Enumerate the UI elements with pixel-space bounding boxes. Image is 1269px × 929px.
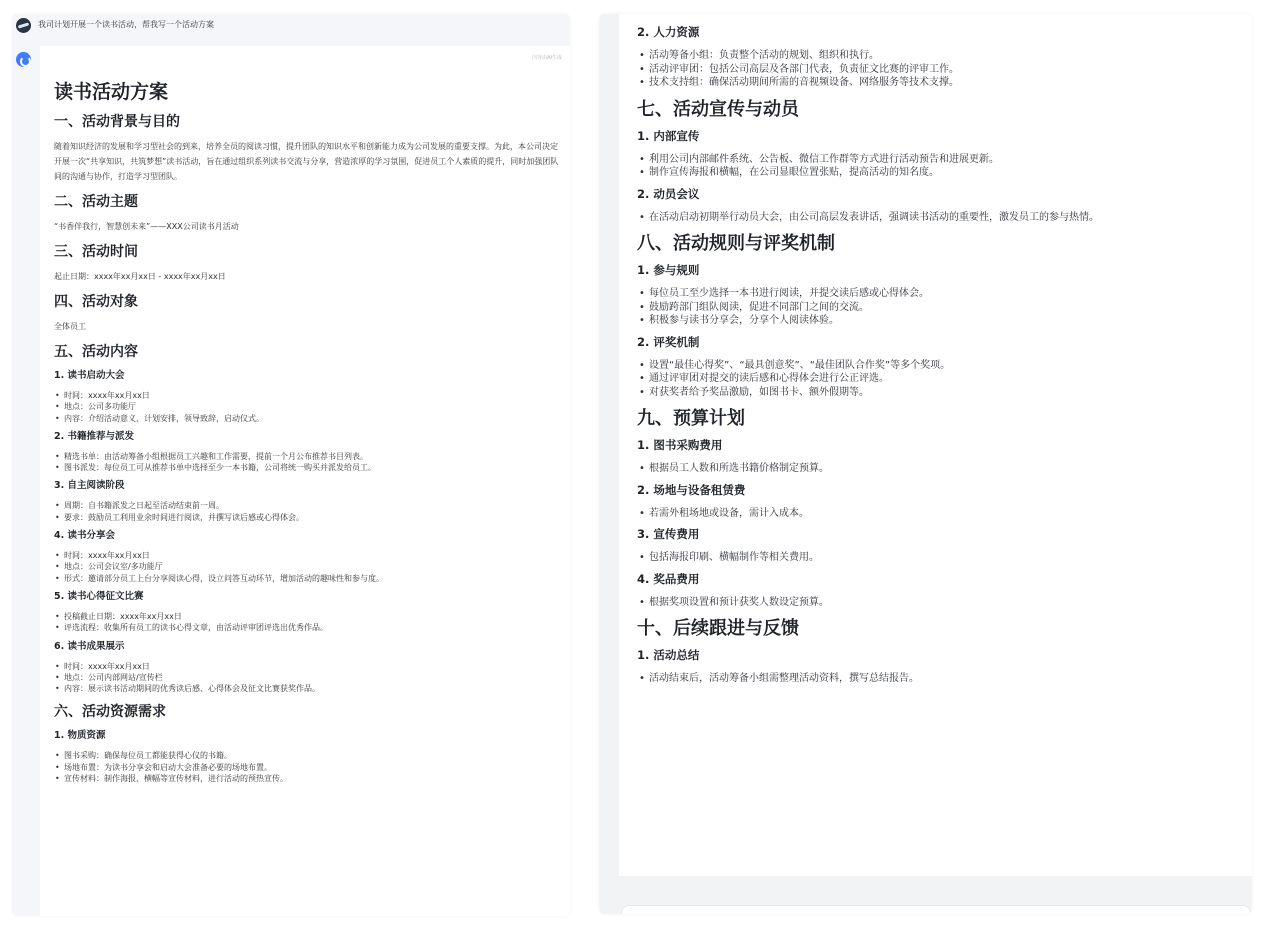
bullet-list [637, 551, 1247, 565]
subsection-heading: 1. 图书采购费用 [637, 438, 723, 452]
subsection-heading: 2. 评奖机制 [637, 334, 700, 349]
list-item: • 对获奖者给予奖品激励，如图书卡、额外假期等。 [637, 386, 1247, 400]
answer-content-right [637, 24, 1247, 692]
section-text: 起止日期：xxxx年xx月xx日 - xxxx年xx月xx日 [54, 272, 226, 281]
assistant-answer-card [40, 46, 570, 916]
list-item: • 地点：公司多功能厅 [54, 401, 564, 412]
subsection-heading: 2. 书籍推荐与派发 [54, 430, 135, 442]
list-item: • 宣传材料：制作海报、横幅等宣传材料，进行活动的预热宣传。 [54, 773, 564, 784]
right-chat-panel [599, 14, 1252, 914]
section-heading: 七、活动宣传与动员 [637, 98, 799, 120]
answer-content-left [54, 76, 564, 790]
bullet-list [54, 750, 564, 784]
bullet-list [637, 49, 1247, 90]
list-item: • 活动结束后，活动筹备小组需整理活动资料，撰写总结报告。 [637, 672, 1247, 686]
list-item: • 活动筹备小组：负责整个活动的规划、组织和执行。 [637, 49, 1247, 63]
bullet-list [54, 500, 564, 523]
list-item: • 精选书单：由活动筹备小组根据员工兴趣和工作需要，提前一个月公布推荐书目列表。 [54, 451, 564, 462]
list-item: • 根据员工人数和所选书籍价格制定预算。 [637, 462, 1247, 476]
list-item: • 周期：自书籍派发之日起至活动结束前一周。 [54, 500, 564, 511]
bullet-list [637, 359, 1247, 400]
bullet-list [637, 672, 1247, 686]
list-item: • 技术支持组：确保活动期间所需的音视频设备、网络服务等技术支撑。 [637, 76, 1247, 90]
section-text: 全体员工 [54, 322, 86, 331]
doc-title: 读书活动方案 [54, 81, 169, 103]
subsection-heading: 1. 内部宣传 [637, 128, 700, 143]
list-item: • 投稿截止日期：xxxx年xx月xx日 [54, 611, 564, 622]
section-heading: 一、活动背景与目的 [54, 114, 180, 130]
subsection-heading: 1. 参与规则 [637, 263, 700, 277]
list-item: • 每位员工至少选择一本书进行阅读，并提交读后感或心得体会。 [637, 287, 1247, 301]
subsection-heading: 1. 读书启动大会 [54, 370, 125, 381]
bullet-list [54, 661, 564, 695]
list-item: • 形式：邀请部分员工上台分享阅读心得，设立问答互动环节，增加活动的趣味性和参与度。 [54, 573, 564, 584]
bullet-list [637, 507, 1247, 521]
list-item: • 根据奖项设置和预计获奖人数设定预算。 [637, 596, 1247, 610]
list-item: • 利用公司内部邮件系统、公告板、微信工作群等方式进行活动预告和进展更新。 [637, 153, 1247, 167]
list-item: • 图书派发：每位员工可从推荐书单中选择至少一本书籍，公司将统一购买并派发给员工。 [54, 462, 564, 473]
list-item: • 地点：公司内部网站/宣传栏 [54, 672, 564, 683]
list-item: • 评选流程：收集所有员工的读书心得文章，由活动评审团评选出优秀作品。 [54, 622, 564, 633]
bullet-list [54, 550, 564, 584]
subsection-heading: 3. 宣传费用 [637, 527, 700, 541]
list-item: • 图书采购：确保每位员工都能获得心仪的书籍。 [54, 750, 564, 761]
chat-input-box[interactable] [621, 905, 1251, 914]
subsection-heading: 4. 读书分享会 [54, 530, 116, 542]
bullet-list [637, 462, 1247, 476]
subsection-heading: 2. 人力资源 [637, 25, 700, 39]
list-item: • 设置“最佳心得奖”、“最具创意奖”、“最佳团队合作奖”等多个奖项。 [637, 359, 1247, 373]
list-item: • 通过评审团对提交的读后感和心得体会进行公正评选。 [637, 372, 1247, 386]
subsection-heading: 1. 活动总结 [637, 648, 700, 662]
bullet-list [637, 211, 1247, 225]
list-item: • 若需外租场地或设备，需计入成本。 [637, 507, 1247, 521]
section-heading: 九、预算计划 [637, 408, 745, 429]
list-item: • 时间：xxxx年xx月xx日 [54, 661, 564, 672]
assistant-answer-card [619, 14, 1252, 876]
list-item: • 鼓励跨部门组队阅读，促进不同部门之间的交流。 [637, 301, 1247, 315]
bullet-list [54, 390, 564, 424]
ai-generated-note: 内容由AI生成 [532, 55, 562, 61]
list-item: • 包括海报印刷、横幅制作等相关费用。 [637, 551, 1247, 565]
user-avatar [16, 18, 31, 33]
bullet-list [637, 596, 1247, 610]
section-heading: 二、活动主题 [54, 194, 138, 210]
list-item: • 要求：鼓励员工利用业余时间进行阅读，并撰写读后感或心得体会。 [54, 512, 564, 523]
subsection-heading: 3. 自主阅读阶段 [54, 480, 125, 492]
list-item: • 场地布置：为读书分享会和启动大会准备必要的场地布置。 [54, 762, 564, 773]
list-item: • 在活动启动初期举行动员大会，由公司高层发表讲话，强调读书活动的重要性，激发员工的参与热情。 [637, 211, 1247, 225]
assistant-avatar [16, 52, 31, 67]
list-item: • 地点：公司会议室/多功能厅 [54, 561, 564, 572]
section-heading: 五、活动内容 [54, 344, 138, 360]
bullet-list [54, 611, 564, 634]
subsection-heading: 5. 读书心得征文比赛 [54, 590, 144, 602]
list-item: • 时间：xxxx年xx月xx日 [54, 550, 564, 561]
list-item: • 内容：介绍活动意义、计划安排，领导致辞，启动仪式。 [54, 413, 564, 424]
list-item: • 积极参与读书分享会，分享个人阅读体验。 [637, 314, 1247, 328]
bullet-list [637, 153, 1247, 180]
section-heading: 八、活动规则与评奖机制 [637, 233, 835, 254]
user-question: 我司计划开展一个读书活动，帮我写一个活动方案 [38, 20, 214, 29]
subsection-heading: 2. 动员会议 [637, 186, 700, 201]
subsection-heading: 6. 读书成果展示 [54, 640, 125, 652]
left-chat-panel [12, 14, 570, 916]
list-item: • 制作宣传海报和横幅，在公司显眼位置张贴，提高活动的知名度。 [637, 166, 1247, 180]
bullet-list [54, 451, 564, 474]
section-text: “书香伴我行，智慧创未来”——XXX公司读书月活动 [54, 222, 239, 231]
subsection-heading: 4. 奖品费用 [637, 571, 700, 586]
list-item: • 内容：展示读书活动期间的优秀读后感、心得体会及征文比赛获奖作品。 [54, 683, 564, 694]
subsection-heading: 1. 物质资源 [54, 730, 106, 742]
section-heading: 六、活动资源需求 [54, 704, 166, 721]
subsection-heading: 2. 场地与设备租赁费 [637, 482, 746, 497]
section-paragraph: 随着知识经济的发展和学习型社会的到来，培养全员的阅读习惯，提升团队的知识水平和创新能力成为公司发展的重要支撑。为此，本公司决定开展一次“共享知识，共筑梦想”读书活动，旨在通过组织系列读书交流与分享，营造浓厚的学习氛围，促进员工个人素质的提升，同时加强团队间的沟通与协作，打造学习型团队。 [54, 142, 559, 181]
list-item: • 时间：xxxx年xx月xx日 [54, 390, 564, 401]
section-heading: 四、活动对象 [54, 294, 138, 310]
section-heading: 三、活动时间 [54, 244, 138, 260]
bullet-list [637, 287, 1247, 328]
section-heading: 十、后续跟进与反馈 [637, 618, 799, 639]
list-item: • 活动评审团：包括公司高层及各部门代表，负责征文比赛的评审工作。 [637, 63, 1247, 77]
